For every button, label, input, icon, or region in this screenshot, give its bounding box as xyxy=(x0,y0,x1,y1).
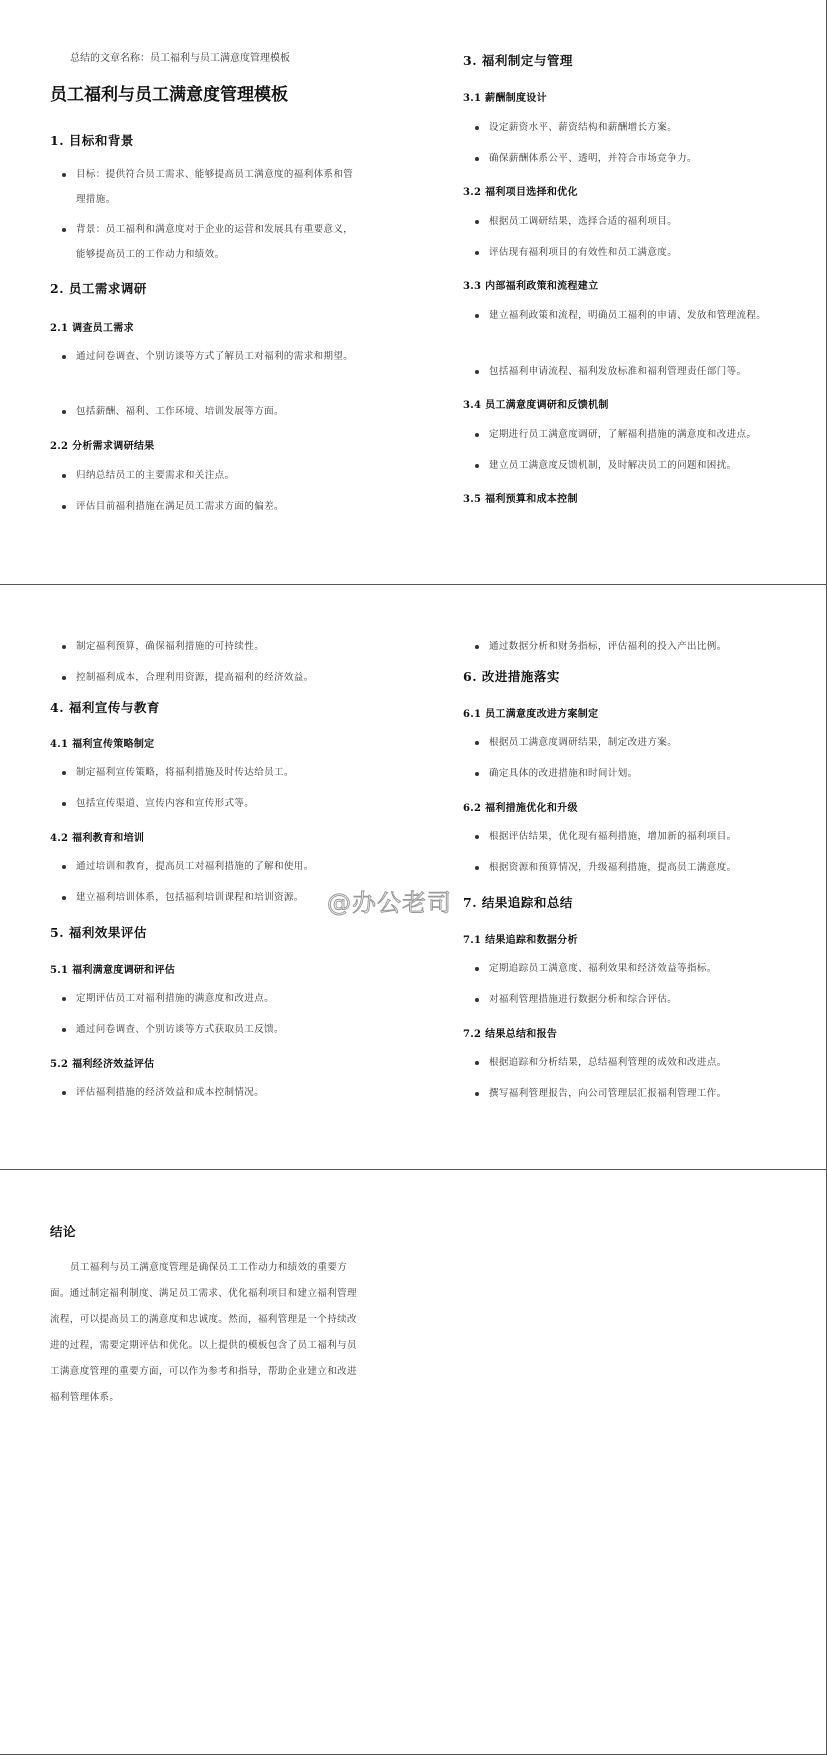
list-item-text: 定期追踪员工满意度、福利效果和经济效益等指标。 xyxy=(489,963,717,974)
list-item-text: 归纳总结员工的主要需求和关注点。 xyxy=(76,470,235,481)
list-item-text: 定期进行员工满意度调研，了解福利措施的满意度和改进点。 xyxy=(489,429,757,440)
list-item xyxy=(76,1017,376,1042)
bullet-icon xyxy=(62,1028,66,1032)
document-page-3 xyxy=(0,585,414,1170)
list-item-text: 评估福利措施的经济效益和成本控制情况。 xyxy=(76,1087,265,1098)
list-item xyxy=(489,1050,799,1075)
list-item-text: 建立福利政策和流程，明确员工福利的申请、发放和管理流程。 xyxy=(489,310,767,321)
list-item xyxy=(76,986,376,1011)
bullet-icon xyxy=(62,676,66,680)
bullet-icon xyxy=(62,505,66,509)
bullet-icon xyxy=(475,157,479,161)
list-item-text: 撰写福利管理报告，向公司管理层汇报福利管理工作。 xyxy=(489,1088,727,1099)
list-item xyxy=(489,209,789,234)
list-item-text: 通过问卷调查、个别访谈等方式获取员工反馈。 xyxy=(76,1024,284,1035)
bullet-icon xyxy=(475,1092,479,1096)
list-item-text: 设定薪资水平、薪资结构和薪酬增长方案。 xyxy=(489,122,678,133)
list-item-text: 根据资源和预算情况，升级福利措施，提高员工满意度。 xyxy=(489,862,737,873)
subsection-heading: 3.2 福利项目选择和优化 xyxy=(463,187,578,198)
list-item-text: 根据追踪和分析结果，总结福利管理的成效和改进点。 xyxy=(489,1057,727,1068)
subsection-heading: 4.1 福利宣传策略制定 xyxy=(50,739,155,750)
list-item xyxy=(489,987,799,1012)
bullet-icon xyxy=(475,967,479,971)
document-page-4 xyxy=(413,585,827,1170)
list-item-text: 制定福利预算，确保福利措施的可持续性。 xyxy=(76,641,265,652)
bullet-icon xyxy=(62,997,66,1001)
list-item xyxy=(489,956,799,981)
list-item xyxy=(76,634,376,659)
subsection-heading: 3.4 员工满意度调研和反馈机制 xyxy=(463,400,609,411)
list-item-text: 目标：提供符合员工需求、能够提高员工满意度的福利体系和管理措施。 xyxy=(76,169,354,205)
list-item-text: 定期评估员工对福利措施的满意度和改进点。 xyxy=(76,993,275,1004)
list-item xyxy=(489,855,809,880)
list-item xyxy=(76,217,361,267)
bullet-icon xyxy=(62,771,66,775)
conclusion-paragraph: 员工福利与员工满意度管理是确保员工工作动力和绩效的重要方面。通过制定福利制度、满足员工需求、优化福利项目和建立福利管理流程，可以提高员工的满意度和忠诚度。然而，福利管理是一个持续改进的过程，需要定期评估和优化。以上提供的模板包含了员工福利与员工满意度管理的重要方面，可以作为参考和指导，帮助企业建立和改进福利管理体系。 xyxy=(50,1262,357,1403)
section-heading: 4. 福利宣传与教育 xyxy=(50,700,160,715)
bullet-icon xyxy=(475,1061,479,1065)
list-item xyxy=(489,115,789,140)
list-item-text: 包括薪酬、福利、工作环境、培训发展等方面。 xyxy=(76,406,284,417)
bullet-icon xyxy=(475,370,479,374)
list-item-text: 包括福利申请流程、福利发放标准和福利管理责任部门等。 xyxy=(489,366,747,377)
bullet-icon xyxy=(475,314,479,318)
bullet-icon xyxy=(475,433,479,437)
list-item xyxy=(489,453,799,478)
bullet-icon xyxy=(475,741,479,745)
bullet-icon xyxy=(62,645,66,649)
list-item-text: 控制福利成本，合理利用资源，提高福利的经济效益。 xyxy=(76,672,314,683)
bullet-icon xyxy=(475,464,479,468)
bullet-icon xyxy=(475,645,479,649)
bullet-icon xyxy=(475,126,479,130)
list-item xyxy=(76,791,376,816)
list-item xyxy=(76,760,376,785)
list-item-text: 通过培训和教育，提高员工对福利措施的了解和使用。 xyxy=(76,861,314,872)
list-item xyxy=(76,494,376,519)
list-item-text: 包括宣传渠道、宣传内容和宣传形式等。 xyxy=(76,798,255,809)
summary-title-line: 总结的文章名称：员工福利与员工满意度管理模板 xyxy=(70,53,290,64)
bullet-icon xyxy=(62,410,66,414)
bullet-icon xyxy=(62,355,66,359)
list-item-text: 背景：员工福利和满意度对于企业的运营和发展具有重要意义，能够提高员工的工作动力和绩效。 xyxy=(76,224,354,260)
section-heading: 5. 福利效果评估 xyxy=(50,925,147,940)
list-item xyxy=(489,634,799,659)
list-item xyxy=(489,1081,799,1106)
subsection-heading: 2.2 分析需求调研结果 xyxy=(50,441,155,452)
document-page-5 xyxy=(0,1170,414,1755)
list-item-text: 根据评估结果，优化现有福利措施，增加新的福利项目。 xyxy=(489,831,737,842)
section-heading: 3. 福利制定与管理 xyxy=(463,53,573,68)
section-heading: 2. 员工需求调研 xyxy=(50,281,147,296)
bullet-icon xyxy=(62,173,66,177)
list-item xyxy=(489,730,789,755)
section-heading: 6. 改进措施落实 xyxy=(463,669,560,684)
bullet-icon xyxy=(62,865,66,869)
subsection-heading: 6.2 福利措施优化和升级 xyxy=(463,803,578,814)
subsection-heading: 6.1 员工满意度改进方案制定 xyxy=(463,709,599,720)
conclusion-heading: 结论 xyxy=(50,1224,77,1239)
document-title: 员工福利与员工满意度管理模板 xyxy=(50,85,288,105)
list-item-text: 根据员工调研结果，选择合适的福利项目。 xyxy=(489,216,678,227)
list-item xyxy=(76,162,361,212)
list-item xyxy=(489,146,789,171)
bullet-icon xyxy=(475,251,479,255)
subsection-heading: 3.3 内部福利政策和流程建立 xyxy=(463,281,599,292)
list-item xyxy=(76,854,386,879)
list-item-text: 评估现有福利项目的有效性和员工满意度。 xyxy=(489,247,678,258)
bullet-icon xyxy=(62,474,66,478)
subsection-heading: 7.2 结果总结和报告 xyxy=(463,1029,558,1040)
bullet-icon xyxy=(62,1091,66,1095)
document-page-2 xyxy=(413,0,827,585)
list-item xyxy=(489,761,789,786)
subsection-heading: 5.2 福利经济效益评估 xyxy=(50,1059,155,1070)
subsection-heading: 4.2 福利教育和培训 xyxy=(50,833,145,844)
list-item-text: 建立福利培训体系，包括福利培训课程和培训资源。 xyxy=(76,892,304,903)
list-item xyxy=(489,240,789,265)
bullet-icon xyxy=(475,772,479,776)
list-item xyxy=(489,422,799,447)
list-item-text: 建立员工满意度反馈机制，及时解决员工的问题和困扰。 xyxy=(489,460,737,471)
bullet-icon xyxy=(475,835,479,839)
list-item-text: 确定具体的改进措施和时间计划。 xyxy=(489,768,638,779)
bullet-icon xyxy=(475,220,479,224)
document-page-6 xyxy=(413,1170,827,1755)
list-item xyxy=(76,1080,376,1105)
bullet-icon xyxy=(475,866,479,870)
list-item xyxy=(76,665,376,690)
list-item xyxy=(76,463,376,488)
bullet-icon xyxy=(62,802,66,806)
bullet-icon xyxy=(62,228,66,232)
bullet-icon xyxy=(475,998,479,1002)
subsection-heading: 3.5 福利预算和成本控制 xyxy=(463,494,578,505)
list-item-text: 对福利管理措施进行数据分析和综合评估。 xyxy=(489,994,678,1005)
subsection-heading: 7.1 结果追踪和数据分析 xyxy=(463,935,578,946)
list-item-text: 评估目前福利措施在满足员工需求方面的偏差。 xyxy=(76,501,284,512)
list-item xyxy=(489,303,774,328)
list-item-text: 通过问卷调查、个别访谈等方式了解员工对福利的需求和期望。 xyxy=(76,351,354,362)
section-heading: 1. 目标和背景 xyxy=(50,133,134,148)
list-item xyxy=(76,399,376,424)
list-item-text: 制定福利宣传策略，将福利措施及时传达给员工。 xyxy=(76,767,294,778)
list-item-text: 确保薪酬体系公平、透明，并符合市场竞争力。 xyxy=(489,153,697,164)
list-item-text: 根据员工满意度调研结果，制定改进方案。 xyxy=(489,737,678,748)
list-item xyxy=(489,824,799,849)
subsection-heading: 2.1 调查员工需求 xyxy=(50,323,134,334)
bullet-icon xyxy=(62,896,66,900)
list-item xyxy=(76,344,361,369)
watermark-text: @办公老司 xyxy=(327,889,452,917)
list-item xyxy=(489,359,789,384)
list-item-text: 通过数据分析和财务指标，评估福利的投入产出比例。 xyxy=(489,641,727,652)
subsection-heading: 3.1 薪酬制度设计 xyxy=(463,93,547,104)
document-page-1 xyxy=(0,0,414,585)
subsection-heading: 5.1 福利满意度调研和评估 xyxy=(50,965,176,976)
section-heading: 7. 结果追踪和总结 xyxy=(463,895,573,910)
